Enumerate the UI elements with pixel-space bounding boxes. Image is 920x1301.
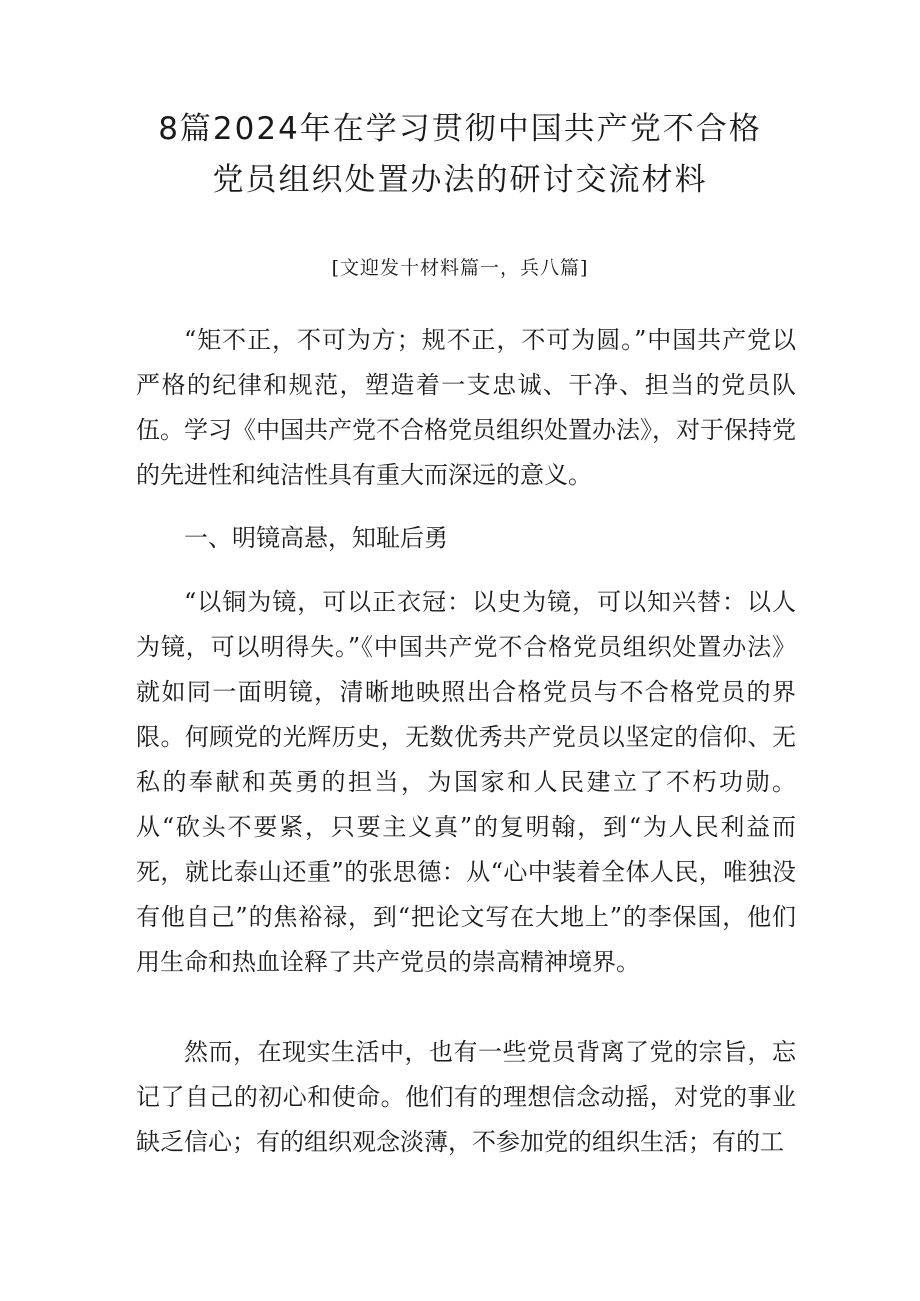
title-line-1: 8篇2024年在学习贯彻中国共产党不合格: [158, 111, 762, 147]
paragraph-mirror: “以铜为镜，可以正衣冠：以史为镜，可以知兴替：以人为镜，可以明得失。”《中国共产党不合格党员组织处置办法》就如同一面明镜，清晰地映照出合格党员与不合格党员的界限。何顾党的光辉历史，无数优秀共产党员以坚定的信仰、无私的奉献和英勇的担当，为国家和人民建立了不朽功勋。从“砍头不要紧，只要主义真”的复明翰，到“为人民利益而死，就比泰山还重”的张思德：从“心中装着全体人民，唯独没有他自己”的焦裕禄，到“把论文写在大地上”的李保国，他们用生命和热血诠释了共产党员的崇高精神境界。: [136, 588, 796, 976]
document-title: [100, 104, 820, 206]
paragraph-intro: “矩不正，不可为方；规不正，不可为圆。”中国共产党以严格的纪律和规范，塑造着一支忠诚、干净、担当的党员队伍。学习《中国共产党不合格党员组织处置办法》，对于保持党的先进性和纯洁性具有重大而深远的意义。: [136, 326, 796, 489]
paragraph-reality: 然而，在现实生活中，也有一些党员背离了党的宗旨，忘记了自己的初心和使命。他们有的理想信念动摇，对党的事业缺乏信心；有的组织观念淡薄，不参加党的组织生活；有的工: [136, 1038, 796, 1156]
title-line-2: 党员组织处置办法的研讨交流材料: [212, 162, 708, 198]
document-subtitle: [文迎发十材料篇一，兵八篇]: [331, 257, 589, 279]
section-heading: 一、明镜高悬，知耻后勇: [184, 524, 448, 552]
